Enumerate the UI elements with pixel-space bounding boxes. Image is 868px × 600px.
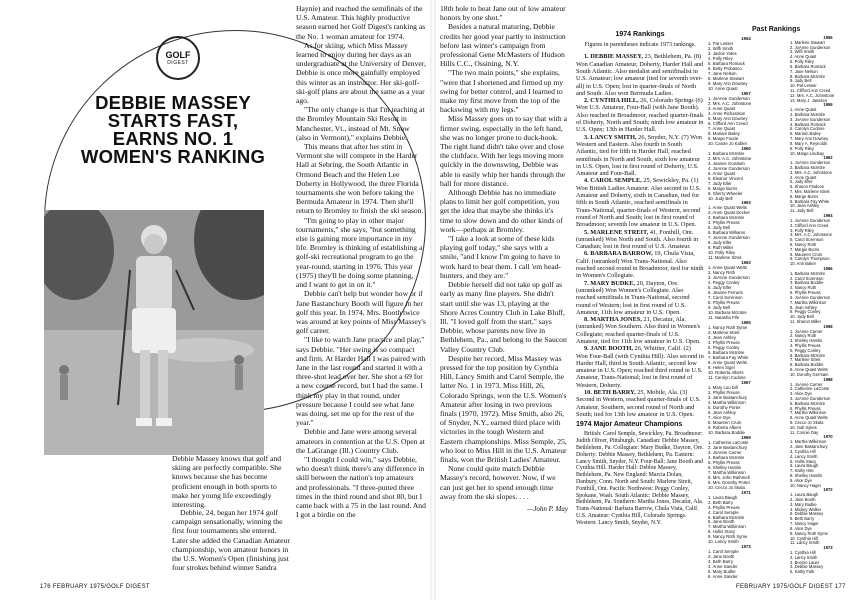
column-2 (296, 4, 426, 519)
folio-right: FEBRUARY 1975/GOLF DIGEST 177 (736, 584, 846, 590)
past-rankings-item: 6. Beth Barry (790, 516, 815, 522)
past-rankings-item: 2. Carol Sorenson (790, 275, 824, 281)
golf-digest-logo (156, 36, 200, 80)
past-rankings-item: 3. Phyllis Preuss (708, 504, 740, 510)
photo-debbie-massey (44, 210, 264, 455)
past-rankings-item: 5. Mary Ann Downey (708, 115, 748, 121)
past-rankings-item: 4. Polly Riley (708, 55, 733, 61)
past-rankings-item: 10. Jean Ashley (790, 203, 820, 209)
past-rankings-item: 6. Nancy Roth (790, 241, 817, 247)
past-rankings-item: 8. Jean Ashley (790, 304, 817, 310)
body-paragraph: Debbie can't help but wonder how or if Jane Bastanchury Booth will figure in her golf this year. In 1974, Mrs. Booth twice was around at key points of Miss Massey's golf career. (296, 289, 426, 336)
past-rankings-item: 10. Judy Bell (708, 195, 733, 201)
champions-list: British: Carol Semple, Sewickley, Pa. Broadmoor: Judith Oliver, Pittsburgh. Canadian: Debbie Massey, Bethlehem, Pa. Collegiate: Mary Budke, Dayton, Ore. Doherty: Debbie Massey, Bethlehem, Pa. Eastern: Lancy Smith, Snyder, N.Y. Four-Ball: Jane Booth and Cynthia Hill. Harder Hall: Debbie Massey, Bethlehem, Pa. New England: Marcia Dolan, Danbury, Conn. North and South: Marlene Streit, Fonthill, Ont. Pacific Northwest: Peggy Conley, Spokane, Wash. South Atlantic: Debbie Massey, Bethlehem, Pa. Southern: Martha Jones, Decatur, Ala. Trans-National: Barbara Barrow, Chula Vista, Calif. U.S. Amateur: Cynthia Hill, Colorado Springs. Western: Lancy Smith, Snyder, N.Y. (576, 431, 704, 526)
past-rankings-item: 2. Mrs. A.C. Johnstone (708, 100, 752, 106)
past-rankings-item: 2. Mrs. A.C. Johnstone (708, 155, 752, 161)
past-rankings-item: 10. Cecco Jo Skala (708, 484, 745, 490)
ranking-entry-name: 6. BARBARA BARROW, (584, 250, 653, 258)
past-rankings-item: 11. Clifford Ann Creed (790, 87, 831, 93)
past-rankings-item: 10. Barbara Boddie (708, 429, 745, 435)
past-rankings-item: 9. Marge Fourie (708, 135, 739, 141)
past-rankings-item: 1. Catherine LaCoste (708, 439, 749, 445)
past-rankings-item: 2. Nancy Roth (790, 333, 817, 339)
past-rankings-item: 3. Wiffi Smith (790, 49, 815, 55)
past-rankings-item: 9. Sherry Wheeler (708, 190, 743, 196)
column-3 (440, 4, 568, 514)
past-rankings-item: 4. Anne Quast (790, 54, 817, 60)
past-rankings-item: 8. Barbara Boddie (790, 362, 824, 368)
past-rankings-item: 7. Judy Eller (708, 180, 732, 186)
past-rankings-item: 6. Mariam Bailey (790, 131, 821, 137)
past-rankings-item: 1. JoAnne Gunderson (708, 95, 750, 101)
past-rankings-item: 5. Polly Riley (790, 59, 814, 65)
rankings-title: 1974 Rankings (615, 31, 665, 38)
past-rankings-item: 1. JoAnne Gunderson (790, 160, 831, 166)
logo-text-line1: GOLF (165, 49, 191, 60)
past-rankings-item: 11. Judy Bell (790, 208, 814, 214)
past-rankings-item: 1. Carol Semple (708, 549, 739, 555)
past-rankings-item: 7. Martha Wilkinson (708, 469, 746, 475)
ranking-entry-name: 9. JANE BOOTH, (584, 345, 633, 353)
author-signature: —John P. May (527, 504, 568, 513)
past-rankings-item: 1. JoAnne Gunderson (790, 217, 831, 223)
past-rankings-item: 5. Phyllis Preuss (708, 459, 740, 465)
headline-line: WOMEN'S RANKING (80, 146, 266, 167)
past-rankings-item: 6. Barbara Williams (708, 230, 746, 236)
past-rankings-item: 12. Mrs. A.C. Johnstone (790, 92, 835, 98)
past-rankings-item: 3. Bonnie Lauer (790, 559, 820, 565)
past-rankings-item: 8. Alice Dye (790, 525, 812, 531)
past-rankings-item: 2. Phyllis Preuss (708, 389, 740, 395)
body-paragraph: "The two main points," she explains, "were that I shortened and firmed up my swing for better control, and I learned to make my first move from the top of the backswing with my legs." (440, 68, 564, 115)
past-rankings-item: 3. Barbara Boddie (790, 280, 824, 286)
past-rankings-item: 10. Nancy Hager (790, 482, 822, 488)
past-rankings-year: 1973 (823, 545, 833, 551)
past-rankings-year: 1973 (741, 544, 751, 550)
past-rankings-item: 9. Ruth Miller (708, 245, 734, 251)
body-paragraph: As for skiing, which Miss Massey learned to enjoy during her days as an undergraduate at the University of Denver, Debbie is once more gainfully employed this winter as an instructor. Her ski-golf-ski-golf plans are about the same as a year ago. (296, 40, 426, 106)
photo-caption (172, 454, 290, 509)
past-rankings-item: 5. Kathy Falk (790, 569, 815, 575)
body-paragraph: 18th hole to beat Jane out of low amateur honors by one shot." (440, 4, 566, 23)
past-rankings-item: 2. JoAnne Gunderson (790, 44, 831, 50)
past-rankings-item: 3. Barbara McIntire (708, 215, 745, 221)
body-paragraph: Haynie) and reached the semifinals of the U.S. Amateur. This highly productive season earned her Golf Digest's ranking as the No. 1 woman amateur for 1974. (296, 4, 426, 41)
past-rankings-item: 1. JoAnne Carner (790, 381, 823, 387)
past-rankings-item: 9. Polly Riley (790, 145, 814, 151)
past-rankings-item: 2. Barbara McIntire (790, 164, 826, 170)
rankings-subtitle: Figures in parentheses indicate 1973 rankings. (584, 42, 696, 49)
past-rankings-item: 5. Anne Quast (708, 170, 736, 176)
past-rankings-item: 8. Judy Eller (708, 240, 732, 246)
past-rankings-item: 8. Marlene Stewart (708, 75, 744, 81)
ranking-entry-text: 25, Mobile, Ala. (3) Second in Western, reached quarter-finals of U.S. Amateur, Southern, second round of North and South; tied for 13th low amateur in U.S. Open. (576, 389, 701, 418)
past-rankings-item: 2. Anne Quast Decker (708, 210, 750, 216)
past-rankings-year: 1964 (823, 213, 833, 219)
past-rankings-item: 5. Peggy Conley (708, 345, 740, 351)
ranking-entry-text: 21, Decatur, Ala. (unranked) Won Southern. Also third in Women's Collegiate; reached quarter-finals of U.S. Amateur, tied for 11th low amateur in U.S. Open. (576, 316, 701, 345)
past-rankings-item: 3. Polly Riley (790, 227, 814, 233)
past-rankings-item: 4. JoAnne Gunderson (708, 165, 750, 171)
past-rankings-column-1 (708, 36, 784, 579)
past-rankings-item: 2. Barbara McIntire (790, 112, 826, 117)
past-rankings-item: 3. Joanne Goodwin (708, 160, 745, 166)
past-rankings-item: 5. Judy Eller (790, 179, 813, 185)
past-rankings-item: 2. Jane Booth (708, 554, 735, 560)
past-rankings-item: 3. Anne Quast (708, 105, 736, 111)
past-rankings-item: 4. Mrs. A.C. Johnstone (790, 232, 832, 238)
past-rankings-item: 5. Dorothy Porter (708, 404, 741, 410)
ranking-entry (576, 177, 704, 228)
past-rankings-item: 4. Lancy Smith (790, 453, 818, 459)
past-rankings-item: 8. Mrs. John Rathmell (708, 474, 750, 480)
body-paragraph: "I like to watch Jane practice and play," says Debbie. "Her swing is so compact and firm. At Harder Hall I was paired with Jane in the last round and started it with a three-shot lead over her. She shot a 69 for a new course record, but I had the same. I think my play in that round, under pressure because I could see what Jane was doing, set me up for the rest of the year." (296, 335, 426, 428)
past-rankings-item: 11. Natasha Fife (708, 315, 740, 321)
headline-line: STARTS FAST, (107, 110, 239, 131)
past-rankings-item: 11. Marlene Streit (708, 255, 742, 261)
body-paragraph: Debbie herself did not take up golf as early as many fine players. She didn't start until she was 13, playing at the Shore Acres Country Club in Lake Bluff, Ill. "I loved golf from the start," says Debbie, whose parents now live in Bethlehem, Pa., and belong to the Saucon Valley Country Club. (440, 280, 567, 354)
past-rankings-year: 1972 (823, 487, 833, 493)
past-rankings-year: 1969 (741, 434, 751, 440)
past-rankings-title: Past Rankings (752, 26, 801, 33)
ranking-entry-name: 10. BETH BARRY, (584, 389, 636, 397)
past-rankings-item: 1. Pat Lesser (708, 40, 734, 46)
ranking-entry-text: 20, Dayton, Ore. (unranked) Won Women's Collegiate. Also reached semifinals in Trans-National, second round of Western; lost in first round of U.S. Amateur, 11th low amateur in U.S. Open. (576, 279, 690, 316)
ranking-entry (576, 97, 704, 133)
body-paragraph: Besides a natural maturing, Debbie credits her good year partly to instruction before last winter's campaign from professional Gene McMasters of Hudson Hills C.C., Ossining, N.Y. (440, 22, 566, 69)
past-rankings-item: 4. Mickey Walker (790, 506, 822, 512)
folio-left: 176 FEBRUARY 1975/GOLF DIGEST (40, 584, 150, 590)
past-rankings-item: 7. Martha Wilkinson (790, 410, 827, 416)
rankings-list (576, 53, 704, 418)
past-rankings-item: 8. Shelley Hamlin (790, 472, 823, 478)
past-rankings-item: 10. Marge Lindsay (790, 150, 825, 156)
ranking-entry-text: 26, Colorado Springs (6) Won U.S. Amateur, Four-Ball (with Jane Booth). Also reached in Broadmoor, reached quarter-finals of Doherty, North and South; ninth low amateur in U.S. Open; 13th in Harder Hall. (576, 97, 704, 134)
headline-line: DEBBIE MASSEY (95, 92, 251, 113)
past-rankings-item: 5. Judy Bell (708, 225, 731, 231)
ranking-entry-text: 19, Chula Vista, Calif. (unranked) Won Trans-National. Also reached second round in Broadmoor, tied for ninth in Women's Collegiate. (576, 250, 704, 280)
past-rankings-item: 10. Anne Quast (708, 85, 738, 91)
body-paragraph: Despite her record, Miss Massey was pressed for the top position by Cynthia Hill, Lancy Smith and Carol Semple, the latter No. 1 in 1973. Miss Hill, 26, Colorado Springs, won the U.S. Women's Amateur after losing in two previous finals (1970, 1972). Miss Smith, also 26, of Snyder, N.Y., earned third place with victories in the tough Western and Eastern championships. Miss Semple, 25, who lost to Miss Hill in the U.S. Amateur finals, won the British Ladies' Amateur. (440, 353, 567, 464)
past-rankings-item: 7. Carol Sorenson (708, 295, 743, 301)
body-paragraph: "I thought I could win," says Debbie, who doesn't think there's any difference in skill between the nation's top amateurs and professionals. "I three-putted three times in the third round and shot 80, but I came back with a 75 in the last round. And I got a birdie on the (296, 454, 426, 520)
past-rankings-year: 1968 (823, 376, 833, 382)
ranking-entry-name: 1. DEBBIE MASSEY, (584, 53, 643, 61)
champions-title: 1974 Major Amateur Champions (576, 421, 683, 429)
past-rankings-item: 2. Clifford Ann Creed (790, 222, 829, 228)
past-rankings-year: 1962 (823, 155, 833, 161)
past-rankings-year: 1966 (823, 266, 833, 271)
body-paragraph: "I'm going to play in other major tournaments," she says, "but something else is gaining more importance in my life. Bromley is thinking of establishing a golf-ski recreational program to go the year-round, starting in 1976. This year (1975) they'll be doing some planning, and I want to get in on it." (296, 215, 423, 290)
past-rankings-item: 1. Marlene Stewart (790, 39, 825, 45)
past-rankings-item: 5. Barbara McIntire (790, 400, 826, 406)
past-rankings-item: 11. Lancy Smith (790, 540, 820, 546)
past-rankings-item: 6. Jean Ashley (708, 409, 736, 415)
ranking-entry-name: 2. CYNTHIA HILL, (584, 97, 639, 105)
past-rankings-item: 6. Barbara Romack (790, 63, 826, 69)
past-rankings-item: 8. Phyllis Preuss (708, 300, 740, 306)
ranking-entry-text: 25, Sewickley, Pa. (1) Won British Ladies Amateur. Also second in U.S. Amateur and Doherty, sixth in Canadian, tied for fifth in South Atlantic, reached semifinals in Trans-National, quarter-finals of Western, second round of North and South; lost in first round of Broadmoor; seventh low amateur in U.S. Open. (576, 177, 701, 229)
past-rankings-item: 1. Barbara McIntire (708, 150, 745, 156)
past-rankings-item: 1. Mary Lou Dill (708, 384, 738, 390)
ranking-entry (576, 316, 704, 345)
past-rankings-item: 7. Marlene Streit (790, 357, 821, 363)
past-rankings-item: 4. Peggy Conley (708, 280, 740, 286)
past-rankings-item: 9. Roberta Albers (708, 424, 742, 430)
past-rankings-item: 4. Phyllis Preuss (790, 343, 821, 348)
past-rankings-item: 7. Nancy Hager (790, 521, 819, 527)
past-rankings-item: 6. Shelley Hamlin (708, 464, 742, 470)
ranking-entry-name: 8. MARTHA JONES, (584, 316, 642, 324)
past-rankings-item: 8. Marge Burns (790, 193, 819, 199)
past-rankings-year: 1959 (823, 102, 833, 108)
past-rankings-item: 2. Nancy Roth (708, 270, 736, 276)
past-rankings-year: 1970 (823, 434, 833, 440)
past-rankings-item: 8. Maureen Crum (790, 251, 823, 257)
body-paragraph: "I take a look at some of these kids playing golf today," she says with a smile, "and I know I'm going to have to work hard to beat them. I call 'em head-hunters, and they are." (440, 234, 561, 280)
past-rankings-item: 5. Judy Eller (708, 285, 732, 291)
ranking-entry-text: 26, Snyder, N.Y. (7) Won Western and Eastern. Also fourth in South Atlantic, tied for fifth in Harder Hall, reached semifinals in North and South, sixth low amateur in U.S. Open, lost in first round of Doherty, U.S. Amateur and Four-Ball. (576, 133, 702, 178)
past-rankings-item: 10. Roberta Albers (708, 369, 744, 375)
past-rankings-item: 10. Polly Riley (708, 250, 736, 256)
past-rankings-item: 7. Barbara Fay White (708, 355, 749, 360)
past-rankings-item: 9. Carolyn Thompson (790, 256, 830, 262)
past-rankings-item: 3. Beth Barry (708, 559, 733, 565)
past-rankings-item: 4. Barbara Romack (790, 121, 826, 127)
ranking-entry (576, 250, 704, 279)
ranking-entry (576, 134, 704, 178)
past-rankings-item: 5. Mary Budke (708, 569, 736, 575)
past-rankings-item: 10. Lancy Smith (708, 539, 739, 545)
past-rankings-year: 1960 (741, 145, 751, 151)
past-rankings-item: 2. Jane Booth (790, 497, 816, 502)
past-rankings-item: 3. Jane Bastanchury (708, 394, 748, 400)
body-paragraph: Debbie and Jane were among several amateurs in contention at the U.S. Open at the LaGrange (Ill.) Country Club. (296, 427, 425, 455)
past-rankings-item: 3. Mary Budke (790, 501, 817, 507)
past-rankings-item: 2. Jane Bastanchury (708, 444, 748, 450)
past-rankings-item: 11. Sharon Miller (790, 318, 821, 324)
past-rankings-item: 7. Martha Wilkinson (708, 524, 746, 530)
golfer-photo-illustration (44, 210, 264, 455)
past-rankings-item: 4. Barbara McIntire (708, 454, 745, 460)
past-rankings-item: 4. Martha Wilkinson (708, 399, 746, 405)
past-rankings-item: 7. Anne Quast (708, 125, 736, 131)
body-paragraph: "The only change is that I'm teaching at the Bromley Mountain Ski Resort in Manchester, Vt., instead of Mt. Snow (also in Vermont)," explains Debbie. (296, 105, 425, 142)
past-rankings-item: 5. Carol Sorenson (790, 237, 824, 243)
past-rankings-year: 1965 (741, 320, 751, 326)
body-paragraph: This means that after her stint in Vermont she will compete in the Harder Hall at Sebring, the South Atlantic in Ormond Beach and the Helen Lee Doherty in Hollywood, the three Florida tournaments she won before taking the Bermuda Amateur in 1974. Then she'll return to Bromley to finish the ski season. (296, 142, 424, 216)
past-rankings-item: 2. Jane Bastanchury (790, 444, 828, 450)
past-rankings-item: 3. JoAnne Gunderson (708, 275, 750, 281)
past-rankings-item: 5. Hollis Stacy (790, 458, 817, 464)
past-rankings-item: 1. JoAnne Carner (790, 328, 823, 334)
past-rankings-year: 1967 (741, 379, 751, 385)
past-rankings-item: 9. Barbara Fay White (790, 198, 830, 204)
past-rankings-item: 3. JoAnne Gunderson (790, 116, 831, 122)
past-rankings-item: 6. Eleanor Vincent (708, 175, 743, 181)
ranking-entry (576, 53, 704, 97)
past-rankings-item: 2. Catherine LaCoste (790, 386, 830, 392)
past-rankings-item: 1. Laura Baugh (790, 492, 819, 498)
past-rankings-item: 6. Barbara McIntire (790, 352, 826, 358)
past-rankings-item: 3. Jean Ashley (708, 335, 736, 341)
past-rankings-item: 8. Barbara McIntire (790, 73, 826, 79)
past-rankings-item: 10. Judy Bell (790, 314, 814, 320)
past-rankings-item: 4. Anne Quast (790, 174, 817, 180)
past-rankings-item: 8. Hollis Stacy (708, 529, 736, 535)
past-rankings-item: 6. Betty Probasco (708, 65, 742, 71)
ranking-entry-text: 23, Bethlehem, Pa. (8) Won Canadian Amateur, Doherty, Harder Hall and South Atlantic. Also medalist and semifinalist in U.S. Amateur; low amateur (tied for seventh over-all) in U.S. Open; lost in quarter-finals of North and South. Also won Bermuda Ladies. (576, 53, 704, 97)
past-rankings-item: 8. Mary A. Reynolds (790, 140, 828, 146)
ranking-entry-name: 4. CAROL SEMPLE, (584, 177, 642, 185)
past-rankings-year: 1956 (823, 35, 833, 40)
ranking-entry (576, 345, 704, 389)
body-paragraph: Although Debbie has no immediate plans to limit her golf competition, you get the idea that maybe she thinks it's time to slow down and do other kinds of work—perhaps at Bromley. (440, 188, 563, 234)
past-rankings-item: 10. Gail Sykes (790, 424, 817, 430)
past-rankings-year: 1954 (741, 36, 751, 41)
column-left-bottom (172, 508, 290, 572)
past-rankings-item: 7. Mary Ann Downey (790, 136, 829, 142)
past-rankings-item: 5. Barbara McIntire (708, 514, 745, 520)
ranking-entry (576, 389, 704, 418)
past-rankings-item: 3. Cynthia Hill (790, 448, 816, 454)
past-rankings-item: 9. Anne Quast Welts (790, 367, 828, 373)
caption-text: Debbie Massey knows that golf and skiing are perfectly compatible. She knows because she has become proficient enough in both sports to make her young life exceedingly interesting. (172, 454, 282, 510)
past-rankings-item: 9. Cecco Jo Skala (790, 420, 824, 425)
logo-text-line2: DIGEST (167, 59, 189, 66)
past-rankings-item: 1. Anne Quast Welts (708, 205, 747, 211)
past-rankings-item: 6. Anne Sander (708, 574, 738, 580)
rankings-column (576, 30, 704, 527)
past-rankings-item: 1. Barbara McIntire (790, 270, 826, 276)
past-rankings-item: 6. JoAnne Gunderson (790, 294, 831, 300)
past-rankings-item: 11. Connie Day (790, 429, 819, 435)
past-rankings-item: 1. Cynthia Hill (790, 549, 816, 555)
past-rankings-item: 9. Helen Sigel (708, 364, 735, 370)
past-rankings-year: 1968 (823, 323, 833, 329)
ranking-entry-name: 3. LANCY SMITH, (584, 133, 637, 141)
past-rankings-item: 8. Marge Burns (708, 185, 738, 191)
past-rankings-item: 9. Nancy Roth Syme (708, 534, 748, 540)
past-rankings-item: 2. Lancy Smith (790, 554, 818, 560)
past-rankings-item: 1. Martha Wilkinson (790, 439, 827, 445)
past-rankings-item: 7. Alice Dye (708, 414, 731, 420)
ranking-entry-name: 7. MARY BUDKE, (584, 279, 635, 287)
past-rankings-item: 7. Jane Nelson (708, 70, 737, 76)
body-paragraph: None could quite match Debbie Massey's record, however. Now, if we can just get her to spend enough time away from the ski slopes. . . . (440, 464, 556, 501)
body-paragraph: Debbie, 24, began her 1974 golf campaign sensationally, winning the first four tournaments she entered. Later she added the Canadian Amateur championship, won amateur honors in the U.S. Women's Open (finishing just four strokes behind winner Sandra (172, 508, 290, 573)
past-rankings-item: 4. Phyllis Preuss (708, 340, 740, 346)
past-rankings-item: 4. Nancy Roth (790, 285, 817, 291)
past-rankings-item: 10. Cynthia Hill (790, 535, 818, 541)
past-rankings-year: 1971 (741, 489, 751, 495)
past-rankings-item: 9. Peggy Conley (790, 309, 821, 315)
past-rankings-item: 2. Wiffi Smith (708, 45, 734, 51)
past-rankings-item: 3. Jackie Yates (708, 50, 737, 56)
past-rankings-item: 6. Phyllis Preuss (790, 405, 821, 411)
past-rankings-item: 10. Barbara McIntire (708, 310, 747, 316)
past-rankings-item: 8. Mariam Bailey (708, 130, 740, 136)
ranking-entry (576, 280, 704, 316)
past-rankings-column-2 (790, 36, 866, 575)
past-rankings-item: 4. JoAnne Gunderson (790, 395, 831, 401)
past-rankings-item: 6. Barbara McIntire (708, 350, 745, 356)
past-rankings-item: 5. Carolyn Cudone (790, 126, 825, 132)
past-rankings-item: 10. Dorothy Germain (790, 371, 829, 377)
past-rankings-item: 1. Anne Quast Welts (708, 265, 747, 271)
past-rankings-year: 1963 (741, 260, 751, 266)
past-rankings-item: 8. Maureen Crum (708, 419, 742, 425)
past-rankings-item: 5. Barbara Romack (708, 60, 745, 66)
past-rankings-year: 1963 (741, 200, 751, 206)
past-rankings-item: 3. Shelley Hamlin (790, 338, 823, 344)
past-rankings-item: 8. Anne Quast Welts (708, 359, 747, 365)
ranking-entry-text: 41, Fonthill, Ont. (unranked) Won North and South. Also fourth in Canadian; lost in first round of U.S. Amateur. (576, 228, 699, 251)
headline-line: EARNS NO. 1 (112, 128, 234, 149)
past-rankings-item: 9. Alice Dye (790, 477, 812, 483)
past-rankings-item: 10. Carole Jo Kabler (708, 140, 748, 146)
ranking-entry (576, 229, 704, 251)
past-rankings-item: 13. Mary J. Janssen (790, 97, 828, 103)
past-rankings-item: 7. Mrs. Marlene Streit (790, 189, 830, 194)
past-rankings-item: 6. Jane Booth (708, 519, 735, 525)
past-rankings-item: 5. Peggy Conley (790, 347, 821, 353)
past-rankings-item: 6. Clifford Ann Creed (708, 120, 748, 126)
past-rankings-item: 3. JoAnne Carner (708, 449, 742, 455)
ranking-entry-text: 26, Whittier, Calif. (2) Won Four-Ball (with Cynthia Hill). Also second in Harder Hall, third in South Atlantic, second low amateur in U.S. Open; reached third round in U.S. Amateur, Trans-National; lost in first round of Western, Doherty. (576, 345, 704, 389)
past-rankings-item: 4. Carol Semple (708, 509, 739, 515)
past-rankings-item: 4. Anne Richardson (708, 110, 746, 116)
body-paragraph: Miss Massey goes on to say that with a firmer swing, especially in the left hand, she was no longer prone to duck-hook. The right hand didn't take over and close the clubface. With her legs moving more quickly in the downswing, Debbie was able to easily whip her hands through the ball for more distance. (440, 114, 567, 188)
past-rankings-item: 3. Alice Dye (790, 391, 812, 397)
past-rankings-item: 2. Beth Barry (708, 499, 733, 505)
past-rankings-item: 3. Mrs. A.C. Johnstone (790, 169, 832, 175)
past-rankings-item: 7. Martha Wilkinson (790, 299, 827, 305)
past-rankings-item: 6. Laura Baugh (790, 463, 819, 469)
past-rankings-item: 10. Ann Baker (790, 261, 817, 267)
past-rankings-item: 6. Jeanne Ferraris (708, 290, 743, 296)
past-rankings-item: 4. Phyllis Preuss (708, 220, 740, 226)
past-rankings-item: 7. Margie Burns (790, 246, 820, 252)
past-rankings-item: 11. Carolyn Cudone (708, 374, 746, 380)
article-headline (60, 94, 286, 166)
past-rankings-item: 2. Marlene Streit (708, 330, 740, 336)
ranking-entry-name: 5. MARLENE STREIT, (584, 228, 649, 236)
past-rankings-item: 7. Jane Nelson (790, 68, 818, 74)
past-rankings-item: 1. Anne Quast (790, 107, 817, 113)
past-rankings-item: 9. Nancy Roth Syme (790, 530, 828, 536)
past-rankings-year: 1957 (741, 90, 751, 96)
past-rankings-item: 9. Judy Bell (708, 305, 731, 311)
page-gutter (430, 0, 436, 600)
past-rankings-item: 5. Phyllis Preuss (790, 290, 821, 296)
past-rankings-item: 10. Pat Lesser (790, 83, 817, 89)
past-rankings-item: 6. Sharon Fladoos (790, 184, 824, 190)
past-rankings-item: 5. Debbie Massey (790, 511, 824, 517)
past-rankings-item: 8. Anne Quast Welts (790, 415, 828, 421)
past-rankings-item: 7. Kathy Hite (790, 468, 814, 474)
past-rankings-item: 7. JoAnne Gunderson (708, 235, 750, 241)
past-rankings-item: 1. Laura Baugh (708, 494, 738, 500)
past-rankings-item: 9. Mrs. Dorothy Porter (708, 479, 751, 485)
past-rankings-item: 9. Mary Ann Downey (708, 80, 748, 86)
past-rankings-item: 4. Debbie Massey (790, 564, 824, 570)
past-rankings-item: 1. Nancy Roth Syme (708, 325, 748, 331)
past-rankings-item: 4. Anne Sander (708, 564, 738, 570)
past-rankings-item: 9. Judy Bell (790, 78, 812, 84)
